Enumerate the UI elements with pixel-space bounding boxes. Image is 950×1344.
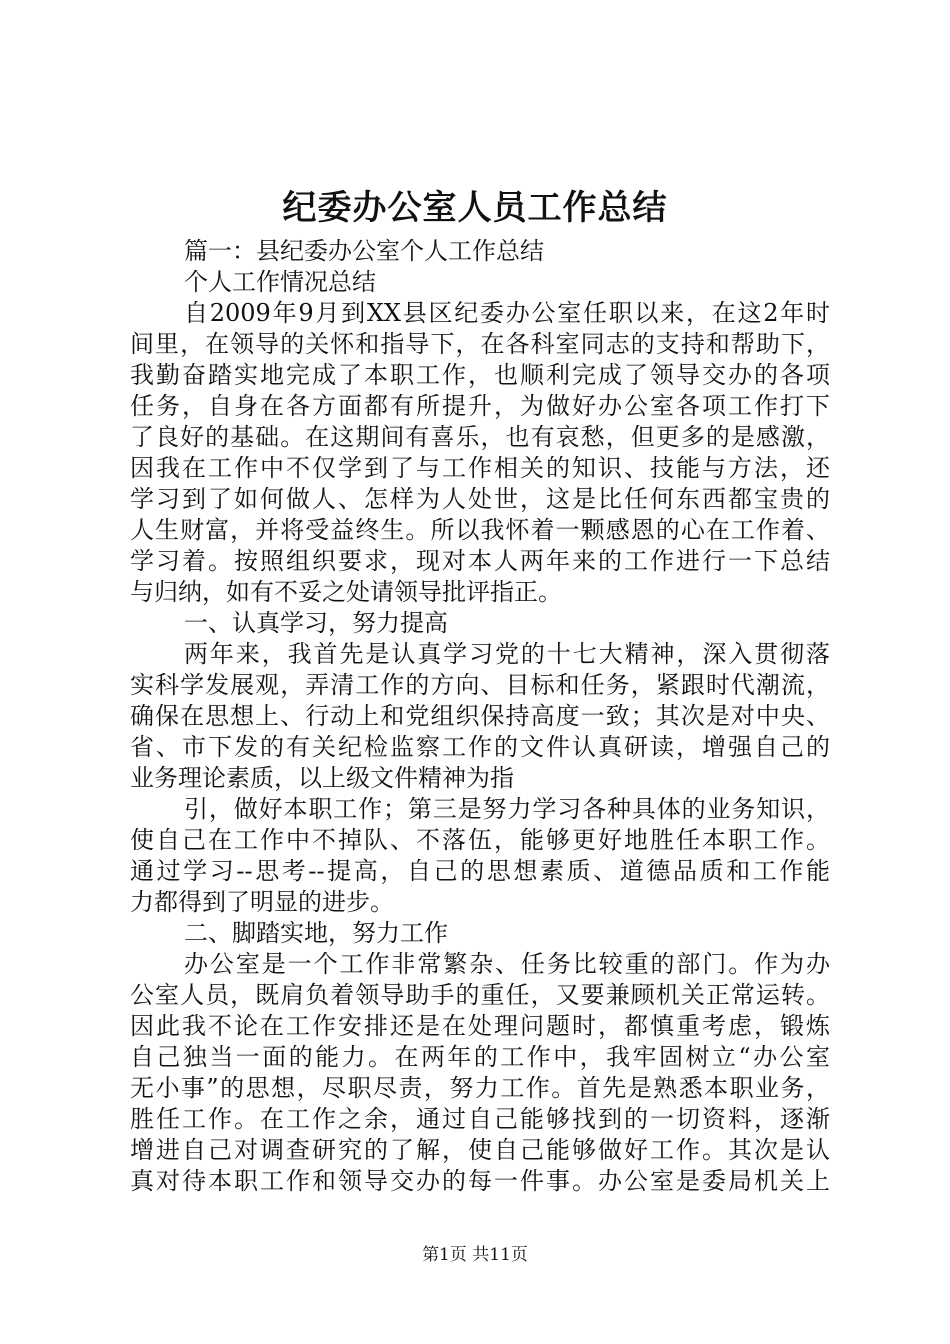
text-line: 自2009年9月到XX县区纪委办公室任职以来，在这2年时 bbox=[184, 299, 830, 327]
text-line: 因此我不论在工作安排还是在处理问题时，都慎重考虑，锻炼 bbox=[130, 1012, 830, 1040]
text-line: 二、脚踏实地，努力工作 bbox=[184, 919, 448, 947]
text-line: 了良好的基础。在这期间有喜乐，也有哀愁，但更多的是感激， bbox=[130, 423, 830, 451]
text-line: 通过学习--思考--提高，自己的思想素质、道德品质和工作能 bbox=[130, 857, 830, 885]
text-line: 确保在思想上、行动上和党组织保持高度一致；其次是对中央、 bbox=[130, 702, 830, 730]
text-line: 实科学发展观，弄清工作的方向、目标和任务，紧跟时代潮流， bbox=[130, 671, 830, 699]
text-line: 学习到了如何做人、怎样为人处世，这是比任何东西都宝贵的 bbox=[130, 485, 830, 513]
text-line: 两年来，我首先是认真学习党的十七大精神，深入贯彻落 bbox=[184, 640, 830, 668]
text-line: 个人工作情况总结 bbox=[184, 268, 376, 296]
text-line: 学习着。按照组织要求，现对本人两年来的工作进行一下总结 bbox=[130, 547, 830, 575]
text-line: 自己独当一面的能力。在两年的工作中，我牢固树立“办公室 bbox=[130, 1043, 830, 1071]
document-body bbox=[130, 236, 830, 1197]
text-line: 真对待本职工作和领导交办的每一件事。办公室是委局机关上 bbox=[130, 1167, 830, 1195]
text-line: 引，做好本职工作；第三是努力学习各种具体的业务知识， bbox=[184, 795, 830, 823]
text-line: 间里，在领导的关怀和指导下，在各科室同志的支持和帮助下， bbox=[130, 330, 830, 358]
page-footer: 第1页 共11页 bbox=[422, 1245, 528, 1265]
text-line: 我勤奋踏实地完成了本职工作，也顺利完成了领导交办的各项 bbox=[130, 361, 830, 389]
text-line: 力都得到了明显的进步。 bbox=[130, 888, 394, 916]
text-line: 业务理论素质，以上级文件精神为指 bbox=[130, 764, 514, 792]
text-line: 因我在工作中不仅学到了与工作相关的知识、技能与方法，还 bbox=[130, 454, 830, 482]
text-line: 增进自己对调查研究的了解，使自己能够做好工作。其次是认 bbox=[130, 1136, 830, 1164]
text-line: 无小事”的思想，尽职尽责，努力工作。首先是熟悉本职业务， bbox=[130, 1074, 830, 1102]
text-line: 一、认真学习，努力提高 bbox=[184, 609, 448, 637]
document-title: 纪委办公室人员工作总结 bbox=[282, 188, 668, 228]
text-line: 胜任工作。在工作之余，通过自己能够找到的一切资料，逐渐 bbox=[130, 1105, 830, 1133]
text-line: 省、市下发的有关纪检监察工作的文件认真研读，增强自己的 bbox=[130, 733, 830, 761]
text-line: 任务，自身在各方面都有所提升，为做好办公室各项工作打下 bbox=[130, 392, 830, 420]
text-line: 公室人员，既肩负着领导助手的重任，又要兼顾机关正常运转。 bbox=[130, 981, 830, 1009]
text-line: 与归纳，如有不妥之处请领导批评指正。 bbox=[130, 578, 562, 606]
text-line: 使自己在工作中不掉队、不落伍，能够更好地胜任本职工作。 bbox=[130, 826, 830, 854]
text-line: 人生财富，并将受益终生。所以我怀着一颗感恩的心在工作着、 bbox=[130, 516, 830, 544]
text-line: 办公室是一个工作非常繁杂、任务比较重的部门。作为办 bbox=[184, 950, 830, 978]
text-line: 篇一：县纪委办公室个人工作总结 bbox=[184, 237, 544, 265]
